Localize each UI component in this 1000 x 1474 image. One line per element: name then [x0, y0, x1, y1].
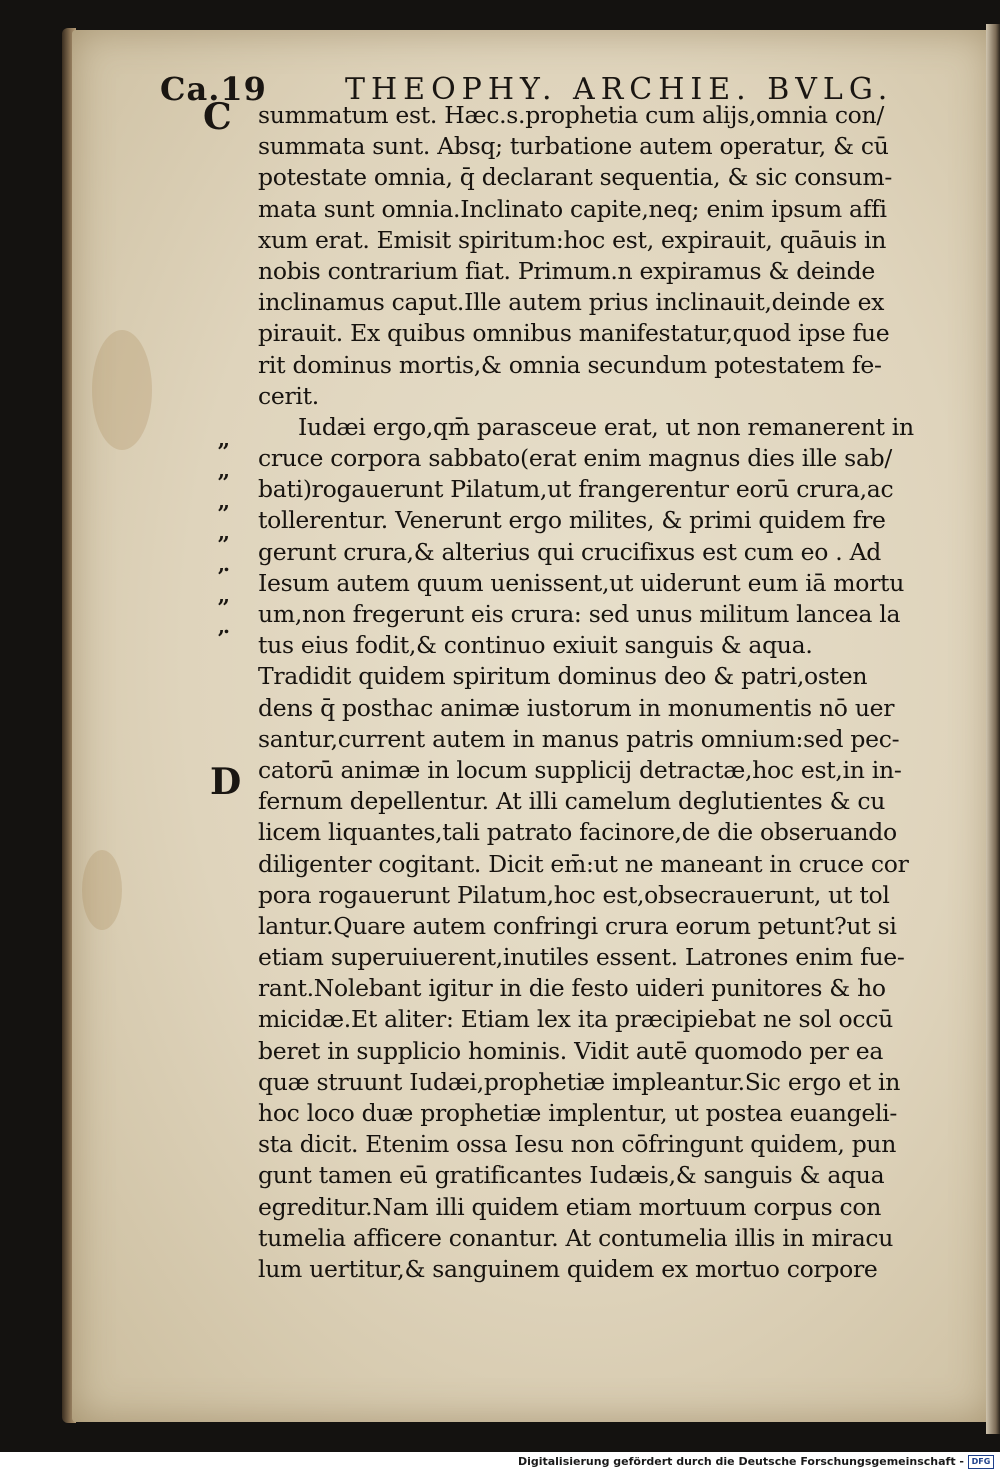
- text-line: gunt tamen eū gratificantes Iudæis,& sanguis & aqua: [258, 1161, 885, 1190]
- chapter-reference: Ca.19: [160, 70, 267, 108]
- section-marker-c: C: [203, 96, 232, 138]
- text-line: quæ struunt Iudæi,prophetiæ impleantur.Sic ergo et in: [258, 1067, 901, 1096]
- text-line: rant.Nolebant igitur in die festo uideri punitores & ho: [258, 974, 886, 1003]
- text-line: lum uertitur,& sanguinem quidem ex mortuo corpore: [258, 1254, 878, 1283]
- text-line: rit dominus mortis,& omnia secundum potestatem fe-: [258, 350, 882, 379]
- text-line: fernum depellentur. At illi camelum deglutientes & cu: [258, 787, 886, 816]
- body-text: [258, 100, 948, 1285]
- quote-mark: ,,: [218, 583, 228, 607]
- text-line: nobis contrarium fiat. Primum.n expiramus & deinde: [258, 256, 875, 285]
- text-line: licem liquantes,tali patrato facinore,de die obseruando: [258, 818, 897, 847]
- footer-bar: [0, 1452, 1000, 1474]
- text-line: um,non fregerunt eis crura: sed unus militum lancea la: [258, 600, 901, 628]
- text-line: Iudæi ergo,qm̄ parasceue erat, ut non remanerent in: [298, 412, 914, 441]
- text-line: micidæ.Et aliter: Etiam lex ita præcipiebat ne sol occū: [258, 1005, 893, 1034]
- quote-mark: ,,: [218, 427, 228, 451]
- text-line: potestate omnia, q̄ declarant sequentia, & sic consum-: [258, 163, 893, 192]
- text-line: Iesum autem quum uenissent,ut uiderunt eum iā mortu: [258, 568, 905, 597]
- text-line: pora rogauerunt Pilatum,hoc est,obsecrauerunt, ut tol: [258, 880, 890, 909]
- text-line: inclinamus caput.Ille autem prius inclinauit,deinde ex: [258, 288, 885, 317]
- page-edge-right: [986, 24, 1000, 1434]
- dfg-logo: DFG: [968, 1455, 994, 1469]
- text-line: tus eius fodit,& continuo exiuit sanguis & aqua.: [258, 631, 813, 660]
- quote-mark: ,,: [218, 458, 228, 482]
- text-line: summatum est. Hæc.s.prophetia cum alijs,omnia con/: [258, 101, 884, 129]
- quote-mark: ,.: [218, 614, 228, 638]
- text-line: Tradidit quidem spiritum dominus deo & patri,osten: [258, 662, 868, 691]
- text-line: beret in supplicio hominis. Vidit autē quomodo per ea: [258, 1036, 884, 1065]
- text-line: summata sunt. Absq; turbatione autem operatur, & cū: [258, 132, 889, 161]
- text-line: dens q̄ posthac animæ iustorum in monumentis nō uer: [258, 693, 895, 722]
- text-line: egreditur.Nam illi quidem etiam mortuum corpus con: [258, 1192, 882, 1221]
- text-line: xum erat. Emisit spiritum:hoc est, expirauit, quāuis in: [258, 225, 887, 254]
- text-line: hoc loco duæ prophetiæ implentur, ut postea euangeli-: [258, 1099, 898, 1127]
- text-line: diligenter cogitant. Dicit em̄:ut ne maneant in cruce cor: [258, 849, 909, 878]
- text-line: catorū animæ in locum supplicij detractæ,hoc est,in in-: [258, 755, 902, 784]
- text-line: bati)rogauerunt Pilatum,ut frangerentur eorū crura,ac: [258, 475, 894, 504]
- text-line: pirauit. Ex quibus omnibus manifestatur,quod ipse fue: [258, 319, 890, 348]
- text-line: lantur.Quare autem confringi crura eorum petunt?ut si: [258, 911, 897, 940]
- text-line: santur,current autem in manus patris omnium:sed pec-: [258, 724, 900, 753]
- quote-mark: ,,: [218, 489, 228, 513]
- text-line: tollerentur. Venerunt ergo milites, & primi quidem fre: [258, 506, 886, 535]
- text-line: cruce corpora sabbato(erat enim magnus dies ille sab/: [258, 444, 893, 473]
- running-head: THEOPHY. ARCHIE. BVLG.: [345, 72, 894, 107]
- text-line: tumelia afficere conantur. At contumelia illis in miracu: [258, 1223, 894, 1252]
- quote-mark: ,.: [218, 552, 228, 576]
- paper-stain: [82, 850, 122, 930]
- text-line: mata sunt omnia.Inclinato capite,neq; enim ipsum affi: [258, 194, 887, 223]
- paper-stain: [92, 330, 152, 450]
- section-marker-d: D: [210, 761, 242, 803]
- funding-credit: Digitalisierung gefördert durch die Deutsche Forschungsgemeinschaft -: [517, 1455, 964, 1468]
- quote-mark: ,,: [218, 520, 228, 544]
- text-line: sta dicit. Etenim ossa Iesu non cōfringunt quidem, pun: [258, 1130, 897, 1159]
- text-line: gerunt crura,& alterius qui crucifixus est cum eo . Ad: [258, 537, 882, 566]
- text-line: etiam superuiuerent,inutiles essent. Latrones enim fue-: [258, 943, 905, 972]
- text-line: cerit.: [258, 381, 319, 410]
